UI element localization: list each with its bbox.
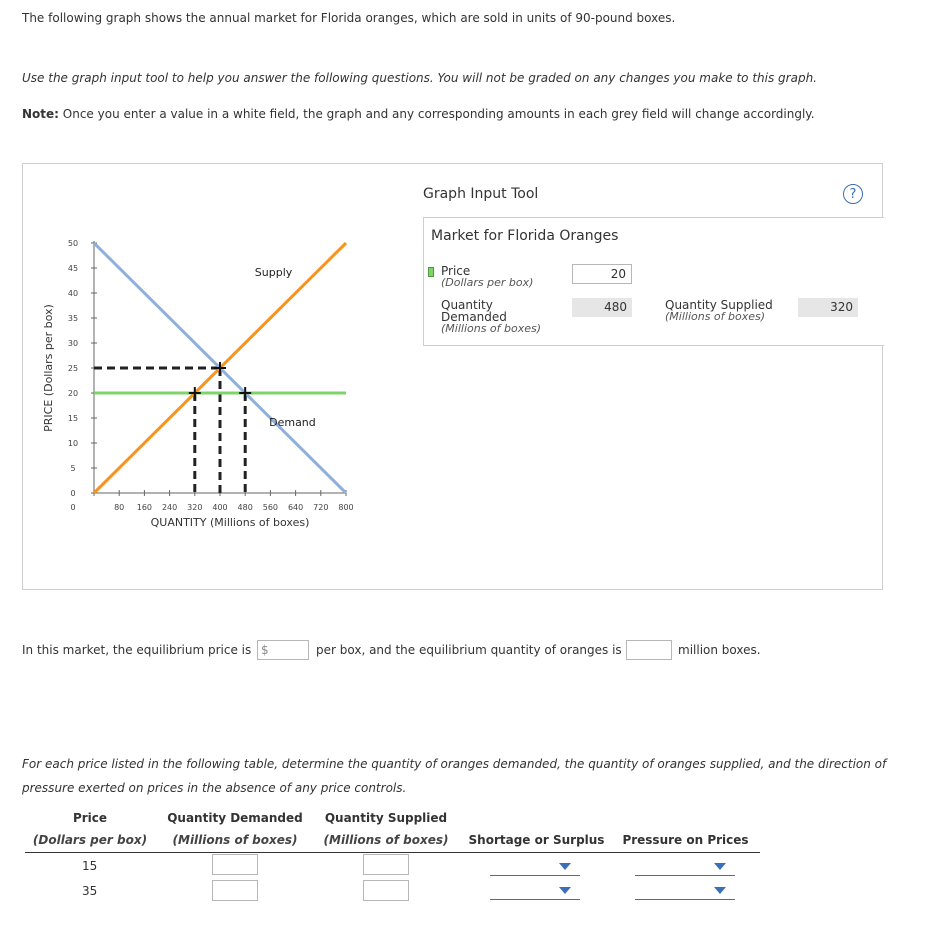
supply-label: Supply [254, 266, 293, 279]
price-label: Price [441, 264, 471, 278]
chevron-down-icon [559, 887, 571, 894]
note-label: Note: [22, 107, 59, 121]
table-header-rule [25, 852, 760, 853]
x-tick-label: 560 [262, 503, 279, 512]
quantity-supplied-input[interactable] [363, 854, 409, 875]
y-tick-label: 50 [67, 239, 79, 248]
table-question: For each price listed in the following table, determine the quantity of oranges demanded, the quantity of oranges supplied, and the direction of pressure exerted on prices in the absence of any price controls. [22, 757, 887, 795]
help-icon[interactable]: ? [843, 184, 863, 204]
price-input[interactable]: 20 [572, 264, 632, 284]
y-tick-label: 35 [67, 314, 79, 323]
equilibrium-price-input[interactable] [257, 640, 309, 660]
chevron-down-icon [714, 863, 726, 870]
row-price: 35 [82, 884, 98, 898]
quantity-supplied-label: Quantity Supplied [665, 298, 773, 312]
equilibrium-quantity-input[interactable] [626, 640, 672, 660]
header-quantity-supplied-unit: (Millions of boxes) [323, 833, 449, 847]
price-unit: (Dollars per box) [441, 276, 534, 289]
x-tick-label: 480 [237, 503, 253, 512]
demand-label: Demand [269, 416, 316, 429]
y-tick-label: 40 [67, 289, 79, 298]
x-tick-label: 640 [287, 503, 304, 512]
header-quantity-demanded-unit: (Millions of boxes) [172, 833, 298, 847]
row-price: 15 [82, 859, 98, 873]
shortage-surplus-dropdown[interactable] [490, 886, 580, 900]
price-line-marker [428, 267, 434, 277]
x-tick-label: 160 [136, 503, 153, 512]
question1-text-c: million boxes. [678, 643, 761, 657]
x-tick-label: 320 [187, 503, 203, 512]
graph-input-tool-title: Graph Input Tool [423, 186, 539, 202]
header-quantity-demanded: Quantity Demanded [167, 811, 303, 825]
quantity-demanded-input[interactable] [212, 854, 258, 875]
pressure-dropdown[interactable] [635, 886, 735, 900]
y-tick-label: 5 [70, 464, 76, 473]
y-tick-label: 45 [67, 264, 79, 273]
quantity-demanded-value: 480 [572, 298, 632, 317]
y-axis-label: PRICE (Dollars per box) [42, 304, 55, 432]
question1-text-a: In this market, the equilibrium price is [22, 643, 252, 657]
note-text [22, 107, 815, 121]
header-price: Price [72, 811, 108, 825]
x-tick-label: 800 [338, 503, 354, 512]
note-body: Once you enter a value in a white field, the graph and any corresponding amounts in each grey field will change accordingly. [58, 107, 815, 121]
x-tick-label: 400 [212, 503, 228, 512]
quantity-demanded-label-2: Demanded [441, 310, 507, 324]
header-price-unit: (Dollars per box) [32, 833, 148, 847]
y-tick-label: 20 [67, 389, 79, 398]
header-quantity-supplied: Quantity Supplied [324, 811, 448, 825]
x-tick-label: 720 [313, 503, 329, 512]
quantity-demanded-input[interactable] [212, 880, 258, 901]
quantity-supplied-unit: (Millions of boxes) [665, 310, 766, 323]
y-tick-label: 30 [67, 339, 79, 348]
y-tick-label: 10 [67, 439, 79, 448]
quantity-supplied-value: 320 [798, 298, 858, 317]
chart[interactable] [30, 230, 370, 550]
chevron-down-icon [714, 887, 726, 894]
x-tick-label: 0 [70, 503, 76, 512]
quantity-supplied-input[interactable] [363, 880, 409, 901]
equilibrium-question [22, 643, 251, 657]
pressure-dropdown[interactable] [635, 862, 735, 876]
market-title: Market for Florida Oranges [431, 228, 619, 244]
y-tick-label: 0 [70, 489, 76, 498]
chevron-down-icon [559, 863, 571, 870]
x-axis-label: QUANTITY (Millions of boxes) [150, 516, 310, 529]
intro-text: The following graph shows the annual market for Florida oranges, which are sold in units of 90-pound boxes. [22, 11, 676, 25]
y-tick-label: 15 [67, 414, 79, 423]
y-tick-label: 25 [67, 364, 79, 373]
x-tick-label: 240 [161, 503, 178, 512]
x-tick-label: 80 [114, 503, 125, 512]
header-shortage-surplus: Shortage or Surplus [468, 833, 605, 847]
quantity-demanded-label-1: Quantity [441, 298, 493, 312]
instruction-text: Use the graph input tool to help you answer the following questions. You will not be graded on any changes you make to this graph. [22, 71, 817, 85]
shortage-surplus-dropdown[interactable] [490, 862, 580, 876]
dollar-sign: $ [261, 643, 269, 657]
question1-text-b: per box, and the equilibrium quantity of oranges is [316, 643, 622, 657]
quantity-demanded-unit: (Millions of boxes) [441, 322, 542, 335]
header-pressure: Pressure on Prices [622, 833, 749, 847]
